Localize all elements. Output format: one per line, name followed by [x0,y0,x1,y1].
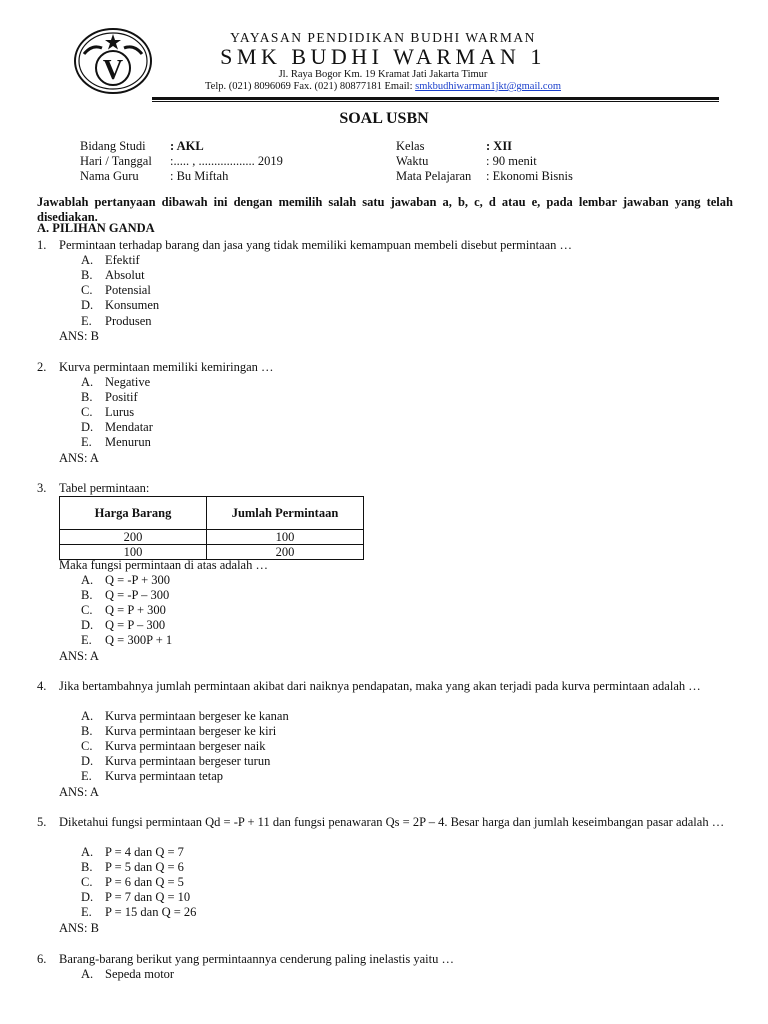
option-text: Efektif [105,253,140,267]
header-divider-thick [152,97,719,100]
answer-key: ANS: A [59,649,99,663]
option-letter: B. [81,268,93,282]
option-text: P = 7 dan Q = 10 [105,890,191,904]
option-letter: A. [81,573,94,587]
info-label-teacher: Nama Guru [80,169,139,183]
option-text: Q = -P + 300 [105,573,171,587]
option-letter: E. [81,769,92,783]
exam-title: SOAL USBN [339,110,429,127]
info-value-date: :..... , .................. 2019 [170,154,283,168]
option-text: P = 4 dan Q = 7 [105,845,184,859]
option-letter: A. [81,375,94,389]
option-text: Produsen [105,314,152,328]
option-text: P = 6 dan Q = 5 [105,875,184,889]
option-text: Q = P – 300 [105,618,166,632]
option-text: P = 5 dan Q = 6 [105,860,184,874]
option-text: Q = P + 300 [105,603,166,617]
foundation-name: YAYASAN PENDIDIKAN BUDHI WARMAN [230,30,536,45]
option-item [81,890,190,905]
answer-key: ANS: A [59,451,99,465]
option-item [81,769,223,784]
section-heading: A. PILIHAN GANDA [37,221,155,235]
option-letter: A. [81,253,94,267]
table-cell: 100 [207,530,364,545]
option-letter: B. [81,588,93,602]
question-text: Tabel permintaan: [59,481,150,495]
info-value-subject: : AKL [170,139,204,153]
option-item [81,268,145,283]
info-value-class: : XII [486,139,513,153]
option-item [81,390,138,405]
option-text: Kurva permintaan bergeser ke kanan [105,709,289,723]
answer-key: ANS: B [59,329,99,343]
option-letter: B. [81,860,93,874]
option-text: Mendatar [105,420,153,434]
option-letter: D. [81,298,94,312]
option-text: Konsumen [105,298,160,312]
option-text: Absolut [105,268,145,282]
option-letter: E. [81,633,92,647]
option-text: P = 15 dan Q = 26 [105,905,197,919]
option-item [81,845,184,860]
option-item [81,298,159,313]
option-text: Kurva permintaan tetap [105,769,224,783]
option-item [81,709,289,724]
option-item [81,724,276,739]
option-item [81,633,172,648]
demand-table [59,496,364,560]
option-letter: C. [81,603,93,617]
option-text: Potensial [105,283,151,297]
option-letter: D. [81,890,94,904]
header-divider-thin [152,101,719,102]
question-number: 6. [37,952,47,966]
option-item [81,283,151,298]
table-cell: 100 [60,545,207,560]
email-link[interactable]: smkbudhiwarman1jkt@gmail.com [415,81,561,92]
option-item [81,253,140,268]
option-letter: D. [81,618,94,632]
option-item [81,420,153,435]
school-name: SMK BUDHI WARMAN 1 [220,44,546,69]
option-text: Kurva permintaan bergeser naik [105,739,266,753]
info-label-subject: Bidang Studi [80,139,146,153]
option-item [81,405,134,420]
option-letter: D. [81,420,94,434]
option-text: Sepeda motor [105,967,175,981]
info-label-course: Mata Pelajaran [396,169,472,183]
school-logo [72,26,154,96]
answer-key: ANS: A [59,785,99,799]
info-label-time: Waktu [396,154,429,168]
question-text: Kurva permintaan memiliki kemiringan … [59,360,274,374]
question-number: 1. [37,238,47,252]
option-letter: C. [81,283,93,297]
option-item [81,573,170,588]
option-letter: A. [81,845,94,859]
school-contact [160,80,606,93]
option-letter: A. [81,709,94,723]
option-item [81,860,184,875]
option-item [81,875,184,890]
option-text: Positif [105,390,138,404]
option-item [81,435,151,450]
option-text: Kurva permintaan bergeser ke kiri [105,724,277,738]
option-letter: B. [81,390,93,404]
table-cell: 200 [207,545,364,560]
option-item [81,375,150,390]
info-value-course: : Ekonomi Bisnis [486,169,573,183]
info-label-date: Hari / Tanggal [80,154,152,168]
option-letter: B. [81,724,93,738]
option-text: Lurus [105,405,135,419]
table-row [60,530,364,545]
option-item [81,603,166,618]
option-item [81,739,265,754]
option-item [81,314,152,329]
option-item [81,588,169,603]
question-number: 2. [37,360,47,374]
contact-text: Telp. (021) 8096069 Fax. (021) 80877181 Email: [205,81,416,92]
question-number: 5. [37,815,47,829]
info-value-teacher: : Bu Miftah [170,169,229,183]
info-label-class: Kelas [396,139,425,153]
info-value-time: : 90 menit [486,154,537,168]
option-item [81,905,196,920]
option-item [81,967,174,982]
option-text: Kurva permintaan bergeser turun [105,754,271,768]
option-letter: A. [81,967,94,981]
option-letter: C. [81,405,93,419]
question-text: Diketahui fungsi permintaan Qd = -P + 11 dan fungsi penawaran Qs = 2P – 4. Besar harga dan jumlah keseimbangan pasar adalah … [59,815,725,829]
table-header-quantity: Jumlah Permintaan [207,497,364,530]
option-letter: E. [81,435,92,449]
option-text: Q = -P – 300 [105,588,170,602]
option-item [81,754,270,769]
instructions: Jawablah pertanyaan dibawah ini dengan memilih salah satu jawaban a, b, c, d atau e, pada lembar jawaban yang telah disediakan. [37,195,733,224]
school-address: Jl. Raya Bogor Km. 19 Kramat Jati Jakarta Timur [278,69,488,80]
question-text: Permintaan terhadap barang dan jasa yang tidak memiliki kemampuan membeli disebut permintaan … [59,238,573,252]
option-letter: E. [81,905,92,919]
question-number: 4. [37,679,47,693]
option-text: Menurun [105,435,151,449]
question-text: Barang-barang berikut yang permintaannya cenderung paling inelastis yaitu … [59,952,455,966]
option-letter: C. [81,739,93,753]
option-letter: E. [81,314,92,328]
question-number: 3. [37,481,47,495]
table-cell: 200 [60,530,207,545]
logo-letter: V [102,55,124,86]
option-text: Negative [105,375,151,389]
option-letter: D. [81,754,94,768]
question-followup: Maka fungsi permintaan di atas adalah … [59,558,268,572]
question-text: Jika bertambahnya jumlah permintaan akibat dari naiknya pendapatan, maka yang akan terjadi pada kurva permintaan adalah … [59,679,701,693]
option-item [81,618,165,633]
table-header-price: Harga Barang [60,497,207,530]
option-letter: C. [81,875,93,889]
option-text: Q = 300P + 1 [105,633,173,647]
answer-key: ANS: B [59,921,99,935]
